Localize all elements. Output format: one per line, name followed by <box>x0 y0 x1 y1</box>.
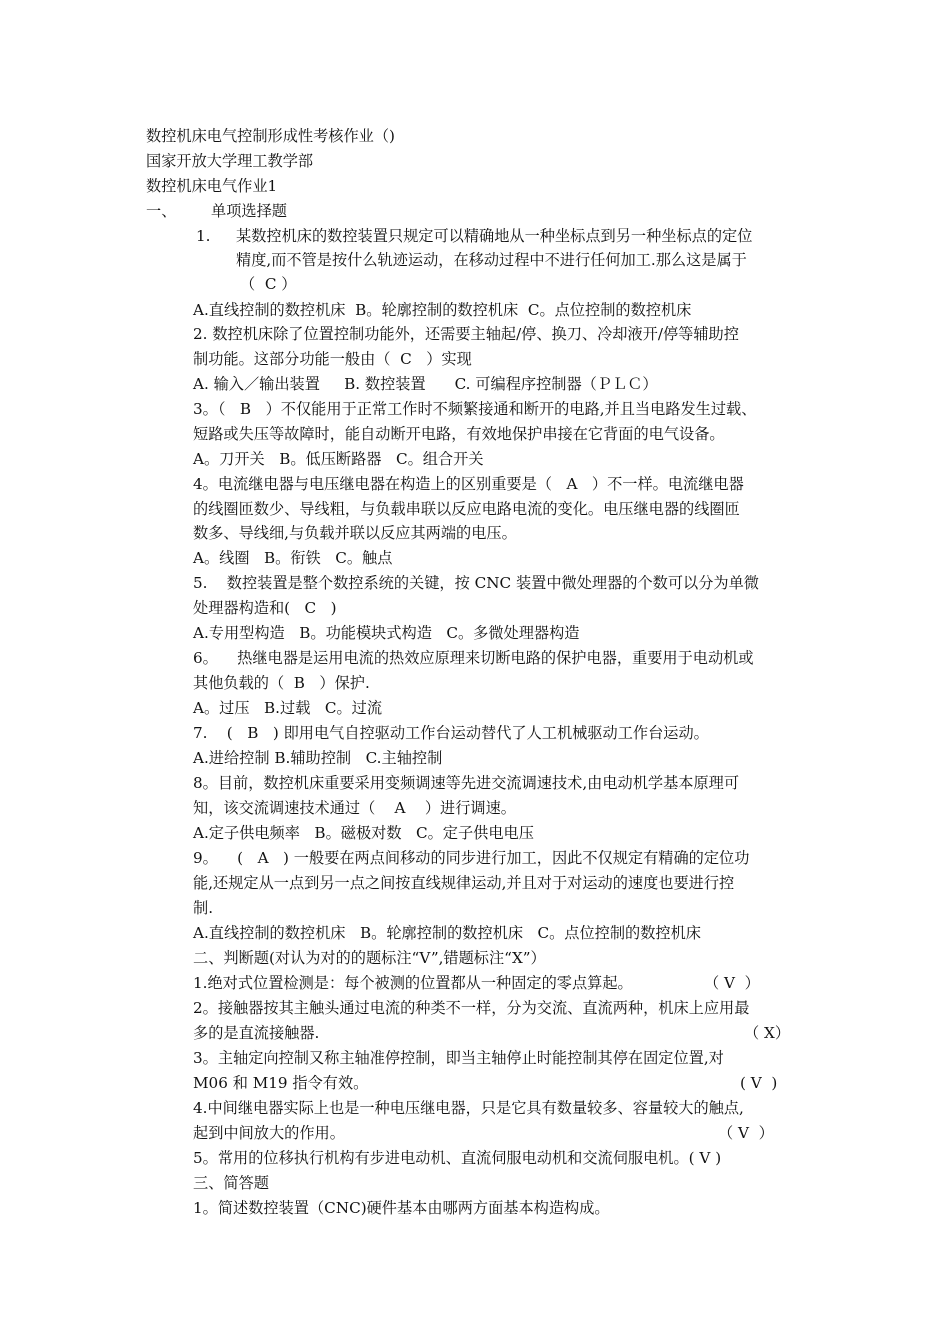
doc-subtitle: 数控机床电气作业1 <box>146 177 278 195</box>
judge4-line: 起到中间放大的作用。 <box>193 1124 345 1142</box>
judge2-line: 多的是直流接触器. <box>193 1024 320 1042</box>
judge1-text: 1.绝对式位置检测是：每个被测的位置都从一种固定的零点算起。 <box>193 974 633 992</box>
judge2-mark: （ X） <box>744 1024 791 1042</box>
q1-line: 精度,而不管是按什么轨迹运动，在移动过程中不进行任何加工.那么这是属于 <box>236 251 747 269</box>
q2-line: 2. 数控机床除了位置控制功能外，还需要主轴起/停、换刀、冷却液开/停等辅助控 <box>193 325 739 343</box>
q6-line: 其他负载的（ B ）保护. <box>193 674 370 692</box>
doc-title: 数控机床电气控制形成性考核作业（) <box>146 127 395 145</box>
judge5-text: 5。常用的位移执行机构有步进电动机、直流伺服电动机和交流伺服电机。( V ) <box>193 1149 722 1167</box>
q4-line: 4。电流继电器与电压继电器在构造上的区别重要是（ A ）不一样。电流继电器 <box>193 475 744 493</box>
judge1-mark: （ V ） <box>704 974 760 992</box>
q1-options: A.直线控制的数控机床 B。轮廓控制的数控机床 C。点位控制的数控机床 <box>193 301 692 319</box>
q7-options: A.进给控制 B.辅助控制 C.主轴控制 <box>193 749 443 767</box>
section2-title: 二、判断题(对认为对的的题标注“V”,错题标注“X”） <box>193 949 546 967</box>
q1-answer: （ C ） <box>240 275 297 293</box>
q4-line: 数多、导线细,与负载并联以反应其两端的电压。 <box>193 524 517 542</box>
q4-line: 的线圈匝数少、导线粗，与负载串联以反应电路电流的变化。电压继电器的线圈匝 <box>193 500 740 518</box>
q3-options: A。刀开关 B。低压断路器 C。组合开关 <box>193 450 484 468</box>
short-answer-1: 1。简述数控装置（CNC)硬件基本由哪两方面基本构造构成。 <box>193 1199 610 1217</box>
q8-line: 8。目前，数控机床重要采用变频调速等先进交流调速技术,由电动机学基本原理可 <box>193 774 740 792</box>
q2-options: A. 输入／输出装置 B. 数控装置 C. 可编程序控制器（ＰＬＣ） <box>193 375 658 393</box>
q9-options: A.直线控制的数控机床 B。轮廓控制的数控机床 C。点位控制的数控机床 <box>193 924 701 942</box>
judge3-line: 3。主轴定向控制又称主轴准停控制，即当主轴停止时能控制其停在固定位置,对 <box>193 1049 724 1067</box>
q9-line: 能,还规定从一点到另一点之间按直线规律运动,并且对于对运动的速度也要进行控 <box>193 874 735 892</box>
section3-title: 三、简答题 <box>193 1174 269 1192</box>
judge3-line: M06 和 M19 指令有效。 <box>193 1074 369 1092</box>
judge4-line: 4.中间继电器实际上也是一种电压继电器，只是它具有数量较多、容量较大的触点, <box>193 1099 744 1117</box>
q8-line: 知，该交流调速技术通过（ A ）进行调速。 <box>193 799 516 817</box>
judge3-mark: ( V ) <box>740 1074 778 1092</box>
section1-number: 一、 <box>146 202 177 220</box>
judge4-mark: （ V ） <box>718 1124 774 1142</box>
q6-line: 6。 热继电器是运用电流的热效应原理来切断电路的保护电器，重要用于电动机或 <box>193 649 754 667</box>
q3-line: 3。（ B ）不仅能用于正常工作时不频繁接通和断开的电路,并且当电路发生过载、 <box>193 400 757 418</box>
q5-options: A.专用型构造 B。功能模块式构造 C。多微处理器构造 <box>193 624 580 642</box>
section1-title: 单项选择题 <box>211 202 287 220</box>
q4-options: A。线圈 B。衔铁 C。触点 <box>193 549 393 567</box>
q7-line: 7. ( B ) 即用电气自控驱动工作台运动替代了人工机械驱动工作台运动。 <box>193 724 709 742</box>
q5-line: 5. 数控装置是整个数控系统的关键，按 CNC 装置中微处理器的个数可以分为单微 <box>193 574 759 592</box>
q6-options: A。过压 B.过载 C。过流 <box>193 699 383 717</box>
q3-line: 短路或失压等故障时，能自动断开电路，有效地保护串接在它背面的电气设备。 <box>193 425 725 443</box>
q9-line: 制. <box>193 899 214 917</box>
q1-number: 1. <box>196 227 211 245</box>
q1-line: 某数控机床的数控装置只规定可以精确地从一种坐标点到另一种坐标点的定位 <box>236 227 753 245</box>
judge2-line: 2。接触器按其主触头通过电流的种类不一样，分为交流、直流两种，机床上应用最 <box>193 999 750 1017</box>
q2-line: 制功能。这部分功能一般由（ C ）实现 <box>193 350 472 368</box>
q8-options: A.定子供电频率 B。磁极对数 C。定子供电电压 <box>193 824 534 842</box>
q9-line: 9。 ( A ) 一般要在两点间移动的同步进行加工，因此不仅规定有精确的定位功 <box>193 849 750 867</box>
q5-line: 处理器构造和( C ) <box>193 599 337 617</box>
doc-org: 国家开放大学理工教学部 <box>146 152 314 170</box>
